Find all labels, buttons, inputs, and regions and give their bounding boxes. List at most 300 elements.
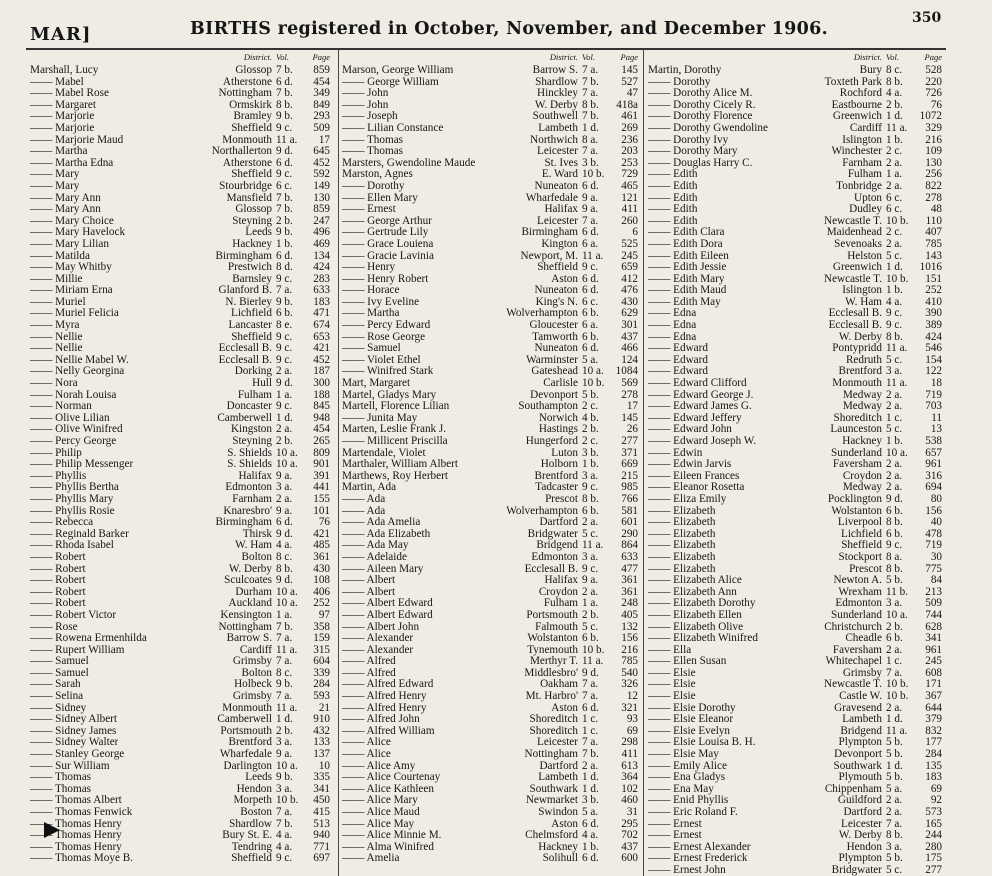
entry-page: 461 — [621, 110, 638, 123]
entry-name: —— Ellen Susan — [648, 656, 727, 668]
entry-page: 430 — [313, 562, 330, 575]
entry-district: Shoreditch — [529, 725, 578, 737]
entry-district: Shoreditch — [529, 714, 578, 726]
entry-volume: 2 a. — [886, 643, 903, 656]
entry-volume: 8 b. — [886, 829, 903, 842]
entry-name: —— Thomas Albert — [30, 795, 122, 807]
entry-volume: 10 a. — [886, 446, 908, 459]
register-entry — [30, 123, 330, 135]
entry-district: Cardiff — [849, 122, 882, 134]
entry-name: —— Lilian Constance — [342, 122, 444, 134]
entry-page: 410 — [925, 295, 942, 308]
entry-district: Dorking — [234, 366, 272, 378]
entry-volume: 9 c. — [276, 852, 293, 865]
entry-page: 719 — [925, 388, 942, 401]
entry-volume: 3 a. — [886, 840, 903, 853]
entry-district: Bridgend — [840, 725, 882, 737]
entry-page: 252 — [313, 597, 330, 610]
entry-page: 592 — [313, 168, 330, 181]
entry-district: Tadcaster — [535, 482, 578, 494]
entry-district: Christchurch — [824, 621, 882, 633]
entry-volume: 9 d. — [276, 527, 293, 540]
entry-district: Leicester — [537, 737, 578, 749]
entry-district: Ecclesall B. — [524, 563, 578, 575]
entry-page: 702 — [621, 829, 638, 842]
entry-volume: 6 b. — [886, 527, 903, 540]
entry-page: 437 — [621, 330, 638, 343]
entry-page: 253 — [621, 156, 638, 169]
entry-district: W. Ham — [845, 296, 882, 308]
entry-page: 424 — [925, 330, 942, 343]
entry-district: Northwich — [530, 134, 578, 146]
entry-name: —— Edith Dora — [648, 238, 723, 250]
entry-district: Hendon — [236, 783, 272, 795]
entry-name: —— Edward — [648, 343, 708, 355]
entry-district: Atherstone — [222, 76, 272, 88]
entry-volume: 2 a. — [886, 806, 903, 818]
entry-district: St. Ives — [544, 157, 578, 169]
entry-name: —— George Arthur — [342, 215, 432, 227]
entry-name: —— Ada May — [342, 540, 409, 552]
entry-name: —— Mabel Rose — [30, 88, 109, 100]
entry-volume: 1 b. — [276, 237, 293, 250]
entry-page: 247 — [313, 214, 330, 227]
entry-volume: 8 b. — [886, 75, 903, 88]
entry-name: —— Edith — [648, 192, 698, 204]
entry-name: —— Phyllis Mary — [30, 493, 114, 505]
entry-page: 450 — [313, 794, 330, 807]
entry-name: —— Alfred — [342, 656, 396, 668]
column-divider — [338, 48, 339, 876]
entry-volume: 9 c. — [886, 319, 903, 332]
entry-name: —— Robert — [30, 563, 86, 575]
entry-page: 220 — [925, 75, 942, 88]
entry-page: 12 — [626, 690, 638, 703]
entry-volume: 1 d. — [276, 713, 293, 726]
entry-district: Durham — [235, 586, 272, 598]
entry-district: Greenwich — [832, 111, 882, 123]
entry-district: Brentford — [228, 737, 272, 749]
entry-page: 149 — [313, 179, 330, 192]
entry-district: Edmonton — [531, 551, 578, 563]
register-entry — [342, 517, 638, 529]
entry-volume: 9 c. — [276, 353, 293, 366]
entry-name: —— Thomas — [30, 783, 92, 795]
entry-page: 256 — [925, 168, 942, 181]
entry-district: Islington — [842, 134, 882, 146]
entry-page: 832 — [925, 724, 942, 737]
register-entry — [30, 517, 330, 529]
entry-name: —— Millie — [30, 273, 83, 285]
entry-district: Sheffield — [841, 540, 882, 552]
entry-name: —— Alfred John — [342, 714, 420, 726]
register-entry — [648, 633, 942, 645]
entry-district: Southampton — [518, 401, 578, 413]
entry-name: —— Edward Jeffery — [648, 412, 742, 424]
entry-name: —— Alice — [342, 737, 391, 749]
register-entry — [648, 436, 942, 448]
entry-volume: 3 a. — [276, 782, 293, 795]
entry-district: E. Ward — [541, 169, 578, 181]
entry-name: —— Ena May — [648, 783, 714, 795]
entry-page: 719 — [925, 539, 942, 552]
entry-name: —— Muriel — [30, 296, 86, 308]
entry-volume: 5 b. — [886, 748, 903, 761]
entry-district: Carlisle — [543, 378, 578, 390]
entry-district: Steyning — [232, 436, 272, 447]
entry-volume: 7 a. — [582, 214, 599, 227]
entry-volume: 7 a. — [276, 806, 293, 818]
entry-district: Brentford — [534, 470, 578, 482]
entry-page: 18 — [930, 377, 942, 390]
entry-district: Redruth — [845, 354, 882, 366]
entry-volume: 4 a. — [886, 295, 903, 308]
entry-name: —— Sidney James — [30, 725, 117, 737]
entry-volume: 2 a. — [886, 794, 903, 807]
register-entry — [30, 262, 330, 274]
entry-district: Dartford — [843, 807, 882, 818]
entry-page: 295 — [621, 817, 638, 830]
entry-page: 293 — [313, 110, 330, 123]
entry-page: 93 — [626, 713, 638, 726]
register-entry — [30, 633, 330, 645]
register-column-3 — [648, 48, 942, 876]
entry-page: 130 — [313, 191, 330, 204]
entry-volume: 10 b. — [886, 678, 909, 691]
entry-page: 171 — [925, 678, 942, 691]
entry-volume: 9 d. — [276, 377, 293, 390]
entry-volume: 9 c. — [582, 481, 599, 494]
entry-name: —— Alice — [342, 749, 391, 761]
entry-page: 339 — [313, 666, 330, 679]
entry-district: Leeds — [245, 772, 272, 784]
entry-district: Glanford B. — [218, 285, 272, 297]
entry-volume: 1 c. — [886, 655, 903, 668]
entry-district: Glossop — [235, 65, 272, 76]
entry-volume: 9 d. — [886, 492, 903, 505]
entry-name: —— Thomas Moye B. — [30, 853, 133, 865]
register-column-2 — [342, 48, 638, 876]
entry-page: 418a — [616, 98, 638, 111]
entry-page: 13 — [930, 423, 942, 436]
entry-volume: 1 d. — [276, 411, 293, 424]
entry-page: 528 — [925, 64, 942, 76]
entry-district: Hackney — [538, 841, 578, 853]
register-entry — [342, 853, 638, 865]
entry-page: 48 — [930, 203, 942, 216]
entry-name: —— Albert Edward — [342, 598, 433, 610]
entry-page: 509 — [925, 597, 942, 610]
entry-volume: 2 b. — [582, 423, 599, 436]
entry-volume: 8 c. — [276, 550, 293, 563]
entry-name: —— Alice Mary — [342, 795, 418, 807]
entry-name: —— Winifred Stark — [342, 366, 434, 378]
entry-name: —— Samuel — [342, 343, 401, 355]
entry-volume: 10 b. — [886, 214, 909, 227]
entry-page: 407 — [925, 226, 942, 239]
entry-name: —— Reginald Barker — [30, 528, 129, 540]
entry-district: Ecclesall B. — [218, 343, 272, 355]
entry-page: 97 — [318, 608, 330, 621]
entry-volume: 5 b. — [886, 852, 903, 865]
entry-volume: 2 b. — [582, 608, 599, 621]
entry-district: Nottingham — [524, 749, 578, 761]
entry-district: Sheffield — [537, 262, 578, 274]
entry-district: Ecclesall B. — [828, 320, 882, 332]
entry-name: —— Elsie — [648, 667, 696, 679]
entry-volume: 9 b. — [276, 110, 293, 123]
entry-name: —— Joseph — [342, 111, 398, 123]
entry-district: Tynemouth — [527, 644, 578, 656]
entry-volume: 7 b. — [582, 748, 599, 761]
entry-district: Lambeth — [538, 122, 578, 134]
entry-page: 406 — [313, 585, 330, 598]
entry-volume: 7 a. — [582, 64, 599, 76]
entry-name: Marthews, Roy Herbert — [342, 470, 448, 482]
entry-district: Monmouth — [832, 378, 882, 390]
register-entry — [648, 552, 942, 564]
entry-name: —— Horace — [342, 285, 400, 297]
entry-name: —— Phyllis Bertha — [30, 482, 119, 494]
entry-page: 329 — [925, 121, 942, 134]
entry-name: —— Eileen Frances — [648, 470, 740, 482]
entry-district: Mt. Harbro' — [525, 691, 578, 703]
entry-name: —— Thomas Henry — [30, 830, 122, 842]
entry-district: Norwich — [538, 412, 578, 424]
entry-district: Warminster — [526, 354, 578, 366]
vol-column-label: Vol. — [276, 52, 289, 62]
register-entry — [648, 65, 942, 77]
entry-page: 284 — [313, 678, 330, 691]
entry-page: 290 — [621, 527, 638, 540]
entry-district: Hackney — [232, 238, 272, 250]
entry-district: Kingston — [230, 424, 272, 436]
entry-name: —— Elizabeth Alice — [648, 575, 742, 587]
entry-district: Knaresbro' — [223, 505, 272, 517]
entry-district: Nuneaton — [534, 285, 578, 297]
register-entry — [648, 239, 942, 251]
entry-district: Middlesbro' — [524, 667, 578, 679]
entry-page: 822 — [925, 179, 942, 192]
entry-name: —— Ernest — [342, 204, 396, 216]
entry-district: Lambeth — [842, 714, 882, 726]
entry-name: —— Robert Victor — [30, 609, 117, 621]
entry-page: 245 — [621, 249, 638, 262]
entry-page: 159 — [313, 632, 330, 645]
entry-volume: 4 b. — [582, 411, 599, 424]
entry-volume: 6 b. — [276, 307, 293, 320]
entry-volume: 4 a. — [276, 829, 293, 842]
entry-page: 411 — [621, 203, 638, 216]
entry-district: Launceston — [830, 424, 882, 436]
entry-volume: 5 b. — [886, 736, 903, 749]
entry-name: —— Henry — [342, 262, 396, 274]
entry-page: 284 — [925, 748, 942, 761]
entry-name: —— Rose — [30, 621, 78, 633]
entry-volume: 1 c. — [582, 724, 599, 737]
entry-district: Gateshead — [531, 366, 578, 378]
entry-volume: 7 a. — [582, 690, 599, 703]
entry-name: —— Rebecca — [30, 517, 94, 529]
entry-name: —— Nelly Georgina — [30, 366, 125, 378]
entry-name: —— George William — [342, 76, 439, 88]
entry-name: —— Sarah — [30, 679, 81, 691]
entry-page: 216 — [621, 643, 638, 656]
entry-name: —— Alfred Henry — [342, 691, 427, 703]
entry-district: Leeds — [245, 227, 272, 239]
entry-page: 110 — [925, 214, 942, 227]
entry-page: 156 — [621, 632, 638, 645]
entry-name: —— Elizabeth — [648, 563, 716, 575]
entry-page: 252 — [925, 284, 942, 297]
entry-page: 69 — [626, 724, 638, 737]
entry-district: Hendon — [846, 841, 882, 853]
entry-volume: 8 b. — [276, 562, 293, 575]
entry-page: 371 — [621, 446, 638, 459]
entry-district: Hull — [252, 378, 272, 390]
entry-name: —— Edith Mary — [648, 273, 725, 285]
entry-district: Nottingham — [218, 88, 272, 100]
entry-volume: 4 a. — [276, 840, 293, 853]
entry-volume: 9 b. — [276, 226, 293, 239]
entry-page: 864 — [621, 539, 638, 552]
entry-page: 465 — [621, 179, 638, 192]
entry-volume: 6 c. — [886, 203, 903, 216]
entry-page: 1084 — [615, 365, 638, 378]
entry-volume: 11 a. — [886, 724, 908, 737]
entry-volume: 6 b. — [886, 504, 903, 517]
entry-page: 478 — [925, 527, 942, 540]
entry-name: —— Selina — [30, 691, 84, 703]
entry-volume: 1 d. — [582, 771, 599, 784]
entry-district: Newcastle T. — [824, 679, 882, 691]
entry-name: Marten, Leslie Frank J. — [342, 424, 447, 436]
entry-name: —— Elizabeth — [648, 540, 716, 552]
entry-district: Maidenhead — [826, 227, 882, 239]
register-entry — [648, 749, 942, 761]
entry-volume: 8 b. — [886, 330, 903, 343]
entry-page: 694 — [925, 481, 942, 494]
entry-name: —— Elsie Evelyn — [648, 725, 731, 737]
entry-district: Portsmouth — [526, 609, 578, 621]
entry-district: Tamworth — [532, 331, 578, 343]
entry-page: 145 — [621, 411, 638, 424]
entry-volume: 11 a. — [582, 539, 604, 552]
entry-volume: 1 a. — [582, 597, 599, 610]
entry-name: —— Nora — [30, 378, 78, 390]
entry-name: —— Norah Louisa — [30, 389, 117, 401]
entry-name: —— Stanley George — [30, 749, 125, 761]
entry-page: 415 — [313, 806, 330, 818]
entry-page: 469 — [313, 237, 330, 250]
entry-volume: 2 a. — [276, 423, 293, 436]
entry-name: —— Ella — [648, 644, 692, 656]
entry-name: —— Philip — [30, 447, 82, 459]
entry-page: 940 — [313, 829, 330, 842]
entry-district: Boston — [240, 807, 272, 818]
register-entry — [342, 146, 638, 158]
entry-page: 961 — [925, 458, 942, 471]
entry-page: 859 — [313, 64, 330, 76]
entry-volume: 5 b. — [886, 574, 903, 587]
entry-volume: 6 b. — [582, 330, 599, 343]
register-entry — [30, 378, 330, 390]
entry-district: Grimsby — [232, 656, 272, 668]
entry-page: 604 — [313, 655, 330, 668]
entry-name: —— Rhoda Isabel — [30, 540, 114, 552]
entry-district: Wolverhampton — [506, 308, 578, 320]
register-entry — [30, 65, 330, 77]
entry-volume: 10 a. — [886, 608, 908, 621]
entry-name: —— Alexander — [342, 644, 414, 656]
entry-name: Marthaler, William Albert — [342, 459, 459, 471]
entry-volume: 7 b. — [276, 817, 293, 830]
entry-name: —— Albert — [342, 575, 396, 587]
register-entry — [30, 575, 330, 587]
entry-district: Whitechapel — [825, 656, 882, 668]
entry-page: 134 — [313, 249, 330, 262]
entry-name: —— Ivy Eveline — [342, 296, 420, 308]
entry-district: Bridgwater — [527, 528, 578, 540]
entry-district: Bury — [859, 65, 882, 76]
entry-name: —— Alfred Edward — [342, 679, 434, 691]
entry-volume: 9 c. — [886, 307, 903, 320]
entry-volume: 8 b. — [886, 562, 903, 575]
register-entry — [30, 610, 330, 622]
entry-district: Barrow S. — [532, 65, 578, 76]
entry-district: Steyning — [232, 215, 272, 227]
entry-district: Devonport — [834, 749, 882, 761]
entry-name: —— Elizabeth Ellen — [648, 609, 742, 621]
register-entry — [648, 123, 942, 135]
entry-volume: 9 d. — [276, 574, 293, 587]
entry-page: 335 — [313, 771, 330, 784]
entry-volume: 11 a. — [276, 701, 298, 714]
entry-volume: 1 d. — [582, 121, 599, 134]
entry-page: 11 — [931, 411, 942, 424]
entry-volume: 7 b. — [276, 203, 293, 216]
entry-district: Leicester — [841, 818, 882, 830]
entry-page: 901 — [313, 458, 330, 471]
entry-page: 245 — [925, 655, 942, 668]
entry-district: Plympton — [838, 853, 882, 865]
entry-volume: 2 c. — [582, 400, 599, 413]
entry-volume: 1 b. — [582, 840, 599, 853]
entry-district: Sunderland — [831, 447, 882, 459]
entry-page: 156 — [925, 504, 942, 517]
entry-volume: 7 b. — [276, 87, 293, 100]
entry-name: —— Samuel — [30, 667, 89, 679]
entry-district: Wolstanton — [527, 633, 578, 645]
entry-name: —— Elizabeth Olive — [648, 621, 744, 633]
entry-district: Faversham — [832, 644, 882, 656]
page-title: BIRTHS registered in October, November, and December 1906. — [190, 19, 828, 39]
entry-page: 441 — [313, 481, 330, 494]
entry-district: Birmingham — [215, 250, 272, 262]
entry-name: —— Rose George — [342, 331, 426, 343]
entry-volume: 3 a. — [886, 365, 903, 378]
entry-volume: 2 a. — [886, 469, 903, 482]
entry-name: —— Edith — [648, 215, 698, 227]
entry-name: —— Dorothy — [342, 180, 405, 192]
entry-volume: 9 b. — [276, 295, 293, 308]
entry-volume: 6 d. — [582, 701, 599, 714]
entry-volume: 5 c. — [582, 527, 599, 540]
register-entry — [342, 552, 638, 564]
entry-volume: 5 a. — [886, 782, 903, 795]
entry-volume: 9 a. — [582, 191, 599, 204]
entry-name: —— Miriam Erna — [30, 285, 113, 297]
